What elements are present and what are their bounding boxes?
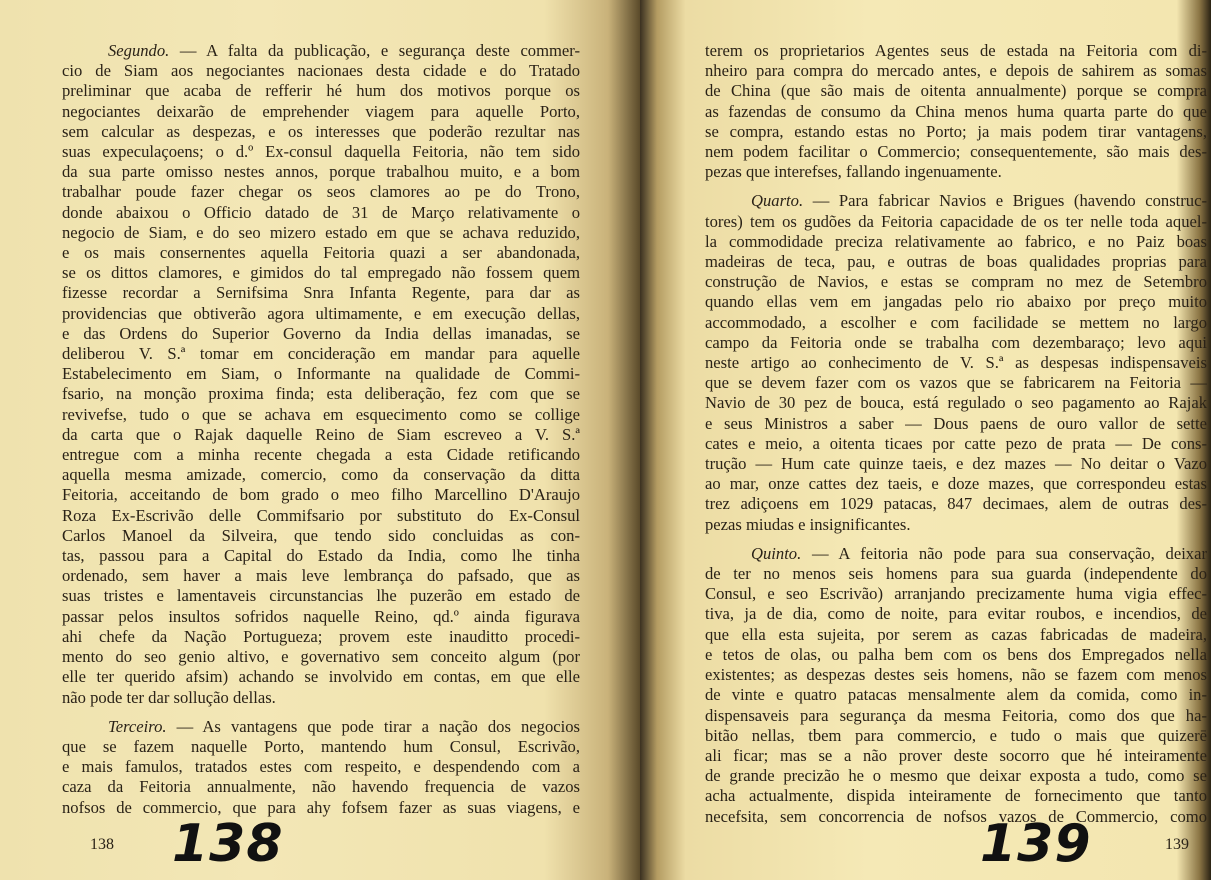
line-text: acha actualmente, dispida inteiramente de fornecimento que tanto bbox=[705, 786, 1207, 806]
text-line bbox=[62, 737, 580, 757]
line-text: suas expeculaçoens; o d.º Ex-consul daquella Feitoria, não tem sido bbox=[62, 142, 580, 162]
text-line bbox=[705, 766, 1207, 786]
page-number-right-large: 139 bbox=[980, 814, 1092, 874]
line-text: Consul, e seo Escrivão) arranjando precizamente huma vigia effec- bbox=[705, 584, 1207, 604]
line-text: de ter no menos seis homens para sua guarda (independente do bbox=[705, 564, 1207, 584]
line-text: e mais famulos, tratados estes com respeito, e despendendo com a bbox=[62, 757, 580, 777]
text-line bbox=[705, 102, 1207, 122]
line-text: elle ter querido afsim) achando se involvido em contas, em que elle bbox=[62, 667, 580, 687]
line-text: revivefse, tudo o que se achava em esquecimento como se collige bbox=[62, 404, 580, 424]
line-text: da sua parte omisso nestes annos, porque trabalhou muito, e a bom bbox=[62, 162, 580, 182]
line-text: providencias que obtiverão agora ultimamente, e em execução dellas, bbox=[62, 303, 580, 323]
line-text: suas tristes e lamentaveis circunstancias lhe puzerão em estado de bbox=[62, 586, 580, 606]
line-text: ali ficar; mas se a não prover deste socorro que hé inteiramente bbox=[705, 745, 1207, 765]
text-line bbox=[705, 434, 1207, 454]
line-text: construção de Navios, e estas se compram no mez de Setembro bbox=[705, 272, 1207, 292]
page-number-right: 139 bbox=[1165, 836, 1189, 853]
text-line bbox=[62, 717, 580, 737]
text-line bbox=[62, 223, 580, 243]
text-line bbox=[62, 283, 580, 303]
text-line bbox=[62, 445, 580, 465]
text-line bbox=[705, 41, 1207, 61]
text-line bbox=[62, 364, 580, 384]
text-line bbox=[705, 333, 1207, 353]
line-text: de vinte e quatro patacas mensalmente alem da comida, como in- bbox=[705, 685, 1207, 705]
text-line bbox=[705, 61, 1207, 81]
line-text: que se fazem naquelle Porto, mantendo hum Consul, Escrivão, bbox=[62, 736, 580, 756]
text-line bbox=[62, 798, 580, 818]
text-line bbox=[62, 324, 580, 344]
text-line bbox=[705, 414, 1207, 434]
line-text: tas, passou para a Capital do Estado da India, como lhe tinha bbox=[62, 546, 580, 566]
line-text: Carlos Manoel da Silveira, que tendo sido concluidas as con- bbox=[62, 525, 580, 545]
line-text: que se devem fazer com os vazos que se fabricarem na Feitoria — bbox=[705, 373, 1207, 393]
text-line bbox=[62, 627, 580, 647]
line-text: não pode ter dar sollução dellas. bbox=[62, 687, 276, 707]
paragraph bbox=[62, 717, 580, 818]
text-line bbox=[62, 647, 580, 667]
line-text: e das Ordens do Superior Governo da India dellas imanadas, se bbox=[62, 323, 580, 343]
text-line bbox=[62, 506, 580, 526]
text-line bbox=[62, 405, 580, 425]
text-line bbox=[705, 494, 1207, 514]
text-line bbox=[705, 584, 1207, 604]
paragraph-lead: Quinto. bbox=[751, 543, 802, 563]
line-text: entregue com a minha recente chegada a esta Cidade retificando bbox=[62, 445, 580, 465]
text-line bbox=[62, 566, 580, 586]
line-text: passar pelos insultos sofridos naquelle Reino, qd.º ainda figurava bbox=[62, 606, 580, 626]
text-line bbox=[62, 203, 580, 223]
line-text: donde abaixou o Officio datado de 31 de Março relativamente o bbox=[62, 202, 580, 222]
text-line bbox=[705, 726, 1207, 746]
right-page-text bbox=[705, 41, 1207, 836]
line-text: trabalhar poude fazer chegar os seos clamores ao pe do Trono, bbox=[62, 182, 580, 202]
line-text: — Para fabricar Navios e Brigues (havendo construc- bbox=[803, 191, 1207, 211]
text-line bbox=[705, 665, 1207, 685]
paragraph-lead: Quarto. bbox=[751, 191, 804, 211]
text-line bbox=[705, 564, 1207, 584]
text-line bbox=[62, 122, 580, 142]
line-text: tores) tem os gudões da Feitoria capacidade de os ter nelle toda aquel- bbox=[705, 211, 1207, 231]
line-text: as fazendas de consumo da China menos huma quarta parte do que bbox=[705, 101, 1207, 121]
line-text: nem podem facilitar o Commercio; consequentemente, são mais des- bbox=[705, 142, 1207, 162]
line-text: — As vantagens que pode tirar a nação dos negocios bbox=[166, 716, 580, 736]
text-line bbox=[62, 485, 580, 505]
line-text: nheiro para compra do mercado antes, e depois de sahirem as somas bbox=[705, 61, 1207, 81]
text-line bbox=[705, 232, 1207, 252]
text-line bbox=[62, 465, 580, 485]
text-line bbox=[705, 454, 1207, 474]
text-line bbox=[62, 688, 580, 708]
line-text: de China (que são mais de oitenta annualmente) porque se compra bbox=[705, 81, 1207, 101]
text-line bbox=[705, 353, 1207, 373]
text-line bbox=[705, 142, 1207, 162]
text-line bbox=[705, 625, 1207, 645]
line-text: Estabelecimento em Siam, o Informante na qualidade de Commi- bbox=[62, 364, 580, 384]
paragraph bbox=[705, 191, 1207, 534]
text-line bbox=[705, 313, 1207, 333]
line-text: caza da Feitoria annualmente, não havendo frequencia de vazos bbox=[62, 777, 580, 797]
line-text: ahi chefe da Nação Portugueza; provem este inauditto procedi- bbox=[62, 626, 580, 646]
line-text: — A feitoria não pode para sua conservação, deixar bbox=[801, 543, 1207, 563]
text-line bbox=[62, 162, 580, 182]
line-text: pezas miudas e insignificantes. bbox=[705, 514, 911, 534]
line-text: ao mar, onze cattes dez taeis, e doze mazes, que correspondeu estas bbox=[705, 474, 1207, 494]
text-line bbox=[62, 41, 580, 61]
text-line bbox=[705, 272, 1207, 292]
text-line bbox=[705, 685, 1207, 705]
paragraph bbox=[705, 544, 1207, 827]
line-text: ordenado, sem haver a mais leve lembrança do pafsado, que as bbox=[62, 566, 580, 586]
text-line bbox=[62, 102, 580, 122]
line-text: neste artigo ao conhecimento de V. S.ª as despesas indispensaveis bbox=[705, 353, 1207, 373]
line-text: mento do seo genio altivo, e governativo sem conceito algum (por bbox=[62, 647, 580, 667]
line-text: e seus Ministros a saber — Dous paens de ouro vallor de sette bbox=[705, 413, 1207, 433]
line-text: deliberou V. S.ª tomar em concideração em mandar para aquelle bbox=[62, 344, 580, 364]
line-text: trez adiçoens em 1029 patacas, 847 decimaes, alem de outras des- bbox=[705, 494, 1207, 514]
page-number-left-large: 138 bbox=[172, 814, 284, 874]
text-line bbox=[705, 474, 1207, 494]
line-text: bitão nellas, tbem para commercio, e tudo o mais que quizerē bbox=[705, 725, 1207, 745]
text-line bbox=[705, 544, 1207, 564]
text-line bbox=[62, 384, 580, 404]
text-line bbox=[705, 393, 1207, 413]
line-text: dispensaveis para segurança da mesma Feitoria, como dos que ha- bbox=[705, 705, 1207, 725]
line-text: pezas que interefses, fallando ingenuamente. bbox=[705, 162, 1002, 182]
text-line bbox=[705, 191, 1207, 211]
text-line bbox=[62, 777, 580, 797]
paragraph bbox=[705, 41, 1207, 182]
line-text: existentes; as despezas destes seis homens, não se fazem com menos bbox=[705, 665, 1207, 685]
line-text: e os mais consernentes aquella Feitoria quazi a ser abandonada, bbox=[62, 243, 580, 263]
text-line bbox=[705, 515, 1207, 535]
text-line bbox=[705, 162, 1207, 182]
line-text: tiva, ja de dia, como de noite, para evitar roubos, e incendios, de bbox=[705, 604, 1207, 624]
line-text: trução — Hum cate quinze taeis, e dez mazes — No deitar o Vazo bbox=[705, 454, 1207, 474]
paragraph-lead: Segundo. bbox=[108, 41, 170, 60]
page-number-left: 138 bbox=[90, 836, 114, 853]
line-text: da carta que o Rajak daquelle Reino de Siam escreveo a V. S.ª bbox=[62, 424, 580, 444]
line-text: de grande precizão he o mesmo que deixar exposta a tudo, como se bbox=[705, 766, 1207, 786]
text-line bbox=[62, 586, 580, 606]
right-page bbox=[640, 0, 1211, 880]
line-text: — A falta da publicação, e segurança deste commer- bbox=[169, 41, 580, 60]
line-text: nofsos de commercio, que para ahy fofsem fazer as suas viagens, e bbox=[62, 797, 580, 817]
text-line bbox=[62, 243, 580, 263]
line-text: necefsita, sem concorrencia de nofsos vazos de Commercio, como bbox=[705, 806, 1207, 826]
line-text: se compra, estando estas no Porto; ja mais podem tirar vantagens, bbox=[705, 121, 1207, 141]
text-line bbox=[705, 373, 1207, 393]
line-text: madeiras de teca, pau, e outras de boas qualidades proprias para bbox=[705, 252, 1207, 272]
line-text: cates e meio, a oitenta ticaes por catte pezo de prata — De cons- bbox=[705, 433, 1207, 453]
paragraph bbox=[62, 41, 580, 708]
line-text: la commodidade preciza relativamente ao fabrico, e no Paiz boas bbox=[705, 231, 1207, 251]
text-line bbox=[62, 61, 580, 81]
text-line bbox=[705, 122, 1207, 142]
text-line bbox=[705, 212, 1207, 232]
line-text: sem calcular as despezas, e os interesses que poderão rezultar nas bbox=[62, 121, 580, 141]
text-line bbox=[62, 304, 580, 324]
text-line bbox=[62, 182, 580, 202]
line-text: negociantes deixarão de emprehender viagem para aquelle Porto, bbox=[62, 101, 580, 121]
text-line bbox=[62, 607, 580, 627]
text-line bbox=[62, 757, 580, 777]
text-line bbox=[62, 81, 580, 101]
line-text: preliminar que acaba de refferir hé hum dos motivos porque os bbox=[62, 81, 580, 101]
text-line bbox=[62, 344, 580, 364]
text-line bbox=[705, 604, 1207, 624]
line-text: quando ellas vem em jangadas pelo rio abaixo por preço muito bbox=[705, 292, 1207, 312]
text-line bbox=[705, 786, 1207, 806]
line-text: Feitoria, acceitando de bom grado o meo filho Marcellino D'Araujo bbox=[62, 485, 580, 505]
text-line bbox=[705, 706, 1207, 726]
line-text: negocio de Siam, e do seo mizero estado em que se achava reduzido, bbox=[62, 222, 580, 242]
text-line bbox=[705, 81, 1207, 101]
text-line bbox=[705, 292, 1207, 312]
line-text: campo da Feitoria onde se trabalha com dezembaraço; levo aqui bbox=[705, 332, 1207, 352]
left-page-text bbox=[62, 41, 580, 827]
text-line bbox=[705, 746, 1207, 766]
line-text: cio de Siam aos negociantes nacionaes desta cidade e do Tratado bbox=[62, 61, 580, 81]
line-text: terem os proprietarios Agentes seus de estada na Feitoria com di- bbox=[705, 41, 1207, 60]
line-text: Navio de 30 pez de bouca, está regulado o seo pagamento ao Rajak bbox=[705, 393, 1207, 413]
text-line bbox=[705, 252, 1207, 272]
text-line bbox=[705, 645, 1207, 665]
text-line bbox=[62, 142, 580, 162]
line-text: Roza Ex-Escrivão delle Commifsario por substituto do Ex-Consul bbox=[62, 505, 580, 525]
line-text: accommodado, a escolher e com facilidade se mettem no largo bbox=[705, 312, 1207, 332]
line-text: e tetos de olas, ou palha bem com os bens dos Empregados nella bbox=[705, 644, 1207, 664]
text-line bbox=[62, 263, 580, 283]
line-text: fizesse recordar a Sernifsima Snra Infanta Regente, para dar as bbox=[62, 283, 580, 303]
text-line bbox=[62, 425, 580, 445]
line-text: que ella esta sujeita, por serem as cazas fabricadas de madeira, bbox=[705, 624, 1207, 644]
line-text: aquella mesma amizade, comercio, como da conservação da ditta bbox=[62, 465, 580, 485]
text-line bbox=[62, 546, 580, 566]
text-line bbox=[705, 807, 1207, 827]
line-text: se os dittos clamores, e gimidos do tal empregado não fossem quem bbox=[62, 263, 580, 283]
line-text: fsario, na monção proxima finda; esta deliberação, fez com que se bbox=[62, 384, 580, 404]
text-line bbox=[62, 667, 580, 687]
paragraph-lead: Terceiro. bbox=[108, 716, 167, 736]
text-line bbox=[62, 526, 580, 546]
